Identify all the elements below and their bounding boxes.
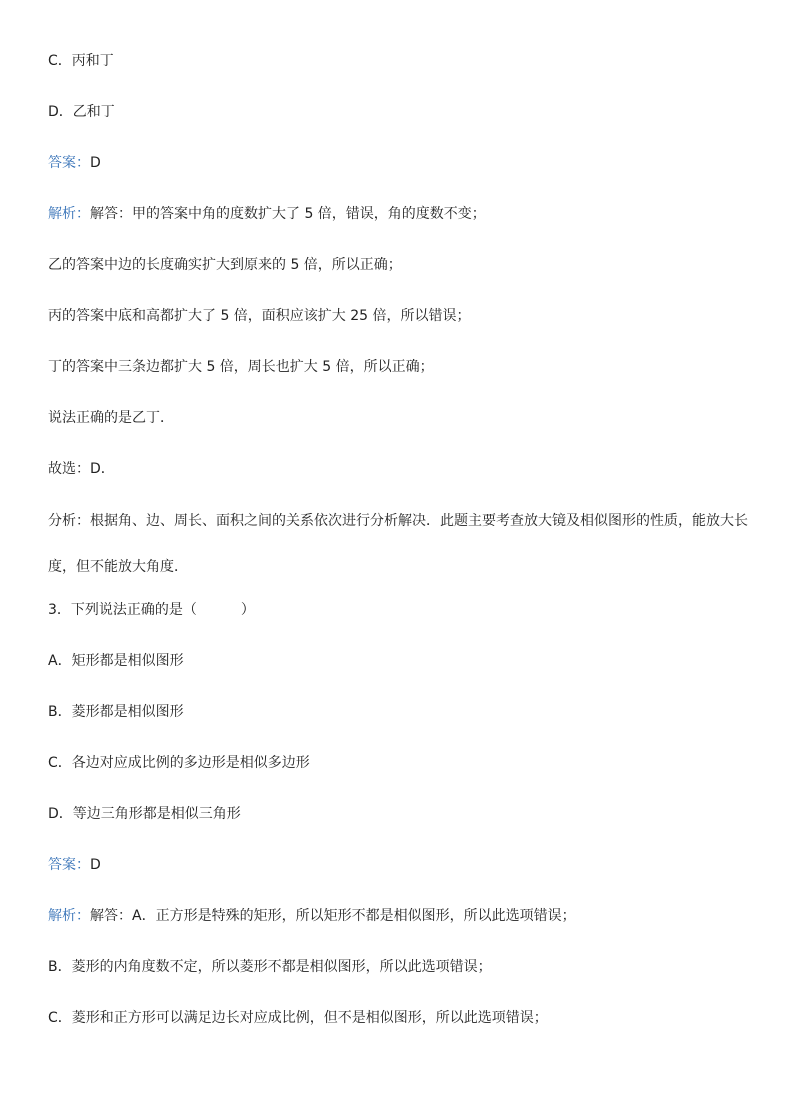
- analysis-prev-line-2: 乙的答案中边的长度确实扩大到原来的 5 倍，所以正确；: [48, 257, 402, 273]
- analysis-prev-line-3: 丙的答案中底和高都扩大了 5 倍，面积应该扩大 25 倍，所以错误；: [48, 308, 471, 324]
- analysis-q3-line-2: B．菱形的内角度数不定，所以菱形不都是相似图形，所以此选项错误；: [48, 959, 492, 975]
- analysis-text: 解答：甲的答案中角的度数扩大了 5 倍，错误，角的度数不变；: [90, 206, 486, 222]
- analysis-prev: [48, 204, 486, 224]
- q3-option-a: A．矩形都是相似图形: [48, 653, 184, 669]
- question-3-paren-close: ）: [240, 602, 255, 618]
- answer-prev: [48, 153, 101, 173]
- answer-label: 答案：: [48, 155, 90, 171]
- analysis-text: 解答：A．正方形是特殊的矩形，所以矩形不都是相似图形，所以此选项错误；: [90, 908, 576, 924]
- option-d-prev: D．乙和丁: [48, 104, 115, 120]
- analysis-prev-line-5: 说法正确的是乙丁．: [48, 410, 174, 426]
- answer-value: D: [90, 857, 101, 873]
- q3-option-b: B．菱形都是相似图形: [48, 704, 184, 720]
- analysis-q3: [48, 906, 576, 926]
- answer-value: D: [90, 155, 101, 171]
- q3-option-c: C．各边对应成比例的多边形是相似多边形: [48, 755, 310, 771]
- answer-label: 答案：: [48, 857, 90, 873]
- analysis-label: 解析：: [48, 206, 90, 222]
- question-3-text: 3．下列说法正确的是（: [48, 602, 197, 618]
- q3-option-d: D．等边三角形都是相似三角形: [48, 806, 241, 822]
- analysis-prev-line-4: 丁的答案中三条边都扩大 5 倍，周长也扩大 5 倍，所以正确；: [48, 359, 434, 375]
- option-c-prev: C．丙和丁: [48, 53, 114, 69]
- analysis-q3-line-3: C．菱形和正方形可以满足边长对应成比例，但不是相似图形，所以此选项错误；: [48, 1010, 548, 1026]
- question-3-stem: [48, 600, 255, 620]
- choice-prev: 故选：D．: [48, 461, 115, 477]
- analysis-label: 解析：: [48, 908, 90, 924]
- fenxi-prev: 分析：根据角、边、周长、面积之间的关系依次进行分析解决．此题主要考查放大镜及相似图形的性质，能放大长度，但不能放大角度．: [48, 513, 748, 575]
- answer-q3: [48, 855, 101, 875]
